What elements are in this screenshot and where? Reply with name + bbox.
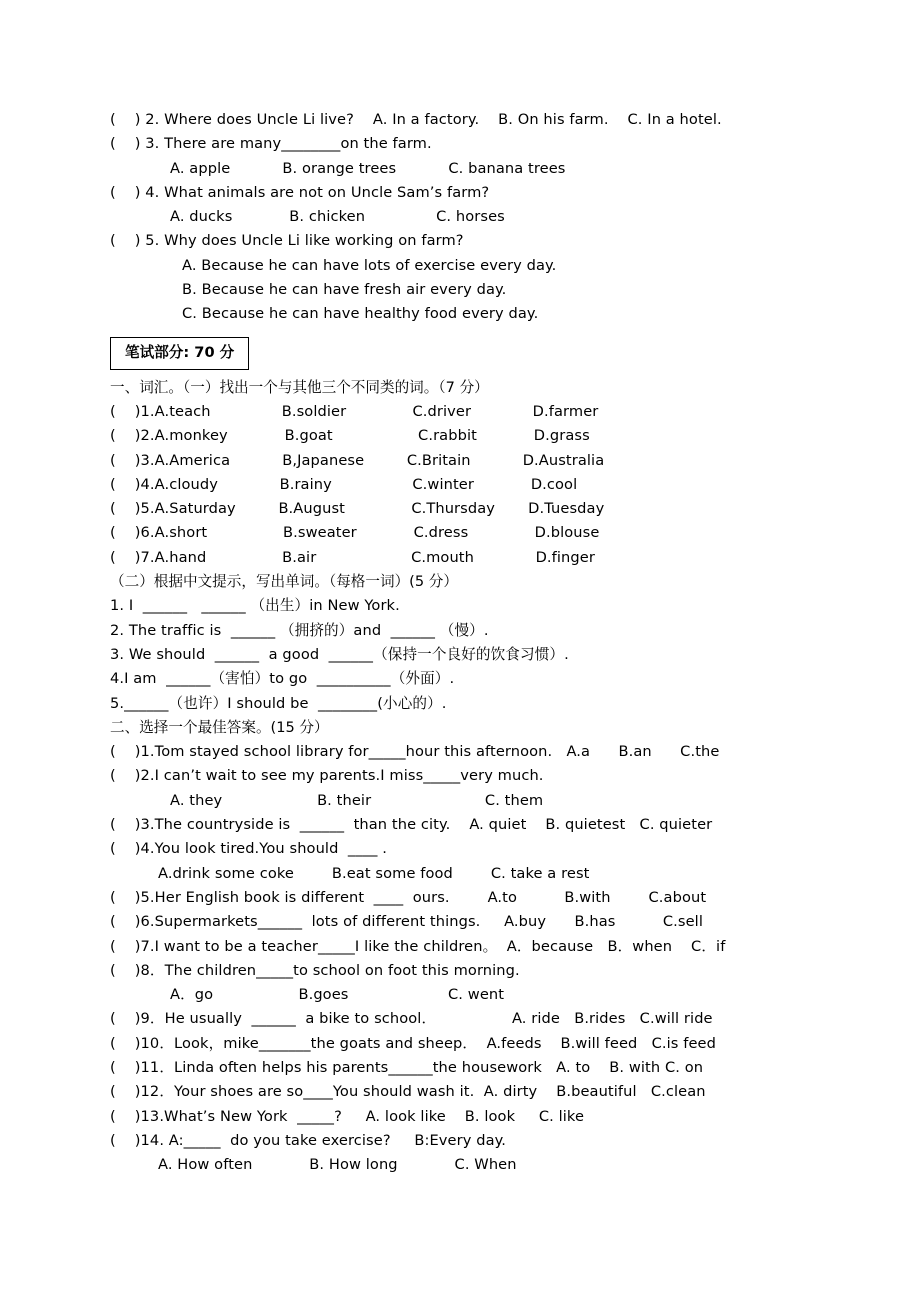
- multiple-choice-list: [110, 740, 810, 1177]
- listening-question-5-option-c: C. Because he can have healthy food every day.: [182, 305, 539, 323]
- listening-questions-section: [110, 108, 810, 327]
- choice-item-2: ( )2.I can’t wait to see my parents.I miss_____very much.: [110, 767, 544, 785]
- listening-question-3-options: A. apple B. orange trees C. banana trees: [170, 159, 566, 177]
- listening-question-3: ( ) 3. There are many________on the farm.: [110, 135, 432, 153]
- choice-item-13: ( )13.What’s New York _____? A. look like B. look C. like: [110, 1107, 585, 1125]
- listening-question-5: ( ) 5. Why does Uncle Li like working on farm?: [110, 232, 464, 250]
- choice-item-4: ( )4.You look tired.You should ____ .: [110, 840, 387, 858]
- vocab-item-1: ( )1.A.teach B.soldier C.driver D.farmer: [110, 402, 599, 420]
- listening-question-5-option-b: B. Because he can have fresh air every day.: [182, 281, 507, 299]
- choice-item-8-options: A．go B.goes C. went: [170, 986, 505, 1004]
- choice-item-14-options: A. How often B. How long C. When: [158, 1156, 517, 1174]
- fill-item-4: 4.I am ______（害怕）to go __________（外面）.: [110, 670, 455, 688]
- choice-item-14: ( )14. A:_____ do you take exercise? B:Every day.: [110, 1131, 507, 1149]
- listening-question-4: ( ) 4. What animals are not on Uncle Sam’s farm?: [110, 183, 490, 201]
- choice-item-9: ( )9．He usually ______ a bike to school． A. ride B.rides C.will ride: [110, 1010, 713, 1028]
- vocab-item-3: ( )3.A.America B,Japanese C.Britain D.Australia: [110, 451, 605, 469]
- vocab-item-7: ( )7.A.hand B.air C.mouth D.finger: [110, 548, 595, 566]
- fill-item-3: 3. We should ______ a good ______（保持一个良好的饮食习惯）.: [110, 645, 569, 663]
- choice-item-11: ( )11．Linda often helps his parents______the housework A. to B. with C. on: [110, 1058, 704, 1076]
- part-two-heading: （二）根据中文提示，写出单词。（每格一词）(5 分）: [110, 573, 458, 591]
- choice-item-8: ( )8．The children_____to school on foot this morning.: [110, 961, 520, 979]
- vocab-item-5: ( )5.A.Saturday B.August C.Thursday D.Tuesday: [110, 500, 605, 518]
- choice-item-2-options: A. they B. their C. them: [170, 791, 544, 809]
- part-one-heading: 一、词汇。（一）找出一个与其他三个不同类的词。（7 分）: [110, 378, 489, 396]
- vocabulary-question-list: [110, 400, 810, 570]
- fill-in-blank-list: [110, 594, 810, 715]
- vocab-item-2: ( )2.A.monkey B.goat C.rabbit D.grass: [110, 427, 590, 445]
- listening-question-2: ( ) 2. Where does Uncle Li live? A. In a factory. B. On his farm. C. In a hotel.: [110, 111, 722, 128]
- fill-item-2: 2. The traffic is ______ （拥挤的）and ______ （慢）.: [110, 621, 489, 639]
- written-part-score-box: 笔试部分: 70 分: [110, 337, 249, 370]
- listening-question-4-options: A. ducks B. chicken C. horses: [170, 208, 505, 226]
- choice-item-7: ( )7.I want to be a teacher_____I like the children。 A．because B．when C．if: [110, 937, 726, 955]
- choice-item-4-options: A.drink some coke B.eat some food C. take a rest: [158, 864, 590, 882]
- fill-item-1: 1. I ______ ______ （出生）in New York.: [110, 597, 400, 615]
- choice-item-1: ( )1.Tom stayed school library for_____hour this afternoon. A.a B.an C.the: [110, 743, 720, 761]
- choice-item-10: ( )10．Look，mike_______the goats and sheep． A.feeds B.will feed C.is feed: [110, 1034, 717, 1052]
- fill-item-5: 5.______（也许）I should be ________(小心的）.: [110, 694, 447, 712]
- vocab-item-6: ( )6.A.short B.sweater C.dress D.blouse: [110, 524, 600, 542]
- choice-item-6: ( )6.Supermarkets______ lots of different things. A.buy B.has C.sell: [110, 913, 703, 931]
- listening-question-5-option-a: A. Because he can have lots of exercise every day.: [182, 256, 557, 274]
- vocab-item-4: ( )4.A.cloudy B.rainy C.winter D.cool: [110, 475, 578, 493]
- part-three-heading: 二、选择一个最佳答案。(15 分）: [110, 718, 329, 736]
- choice-item-3: ( )3.The countryside is ______ than the city. A. quiet B. quietest C. quieter: [110, 816, 713, 834]
- choice-item-12: ( )12．Your shoes are so____You should wash it. A. dirty B.beautiful C.clean: [110, 1083, 706, 1101]
- choice-item-5: ( )5.Her English book is different ____ ours. A.to B.with C.about: [110, 888, 707, 906]
